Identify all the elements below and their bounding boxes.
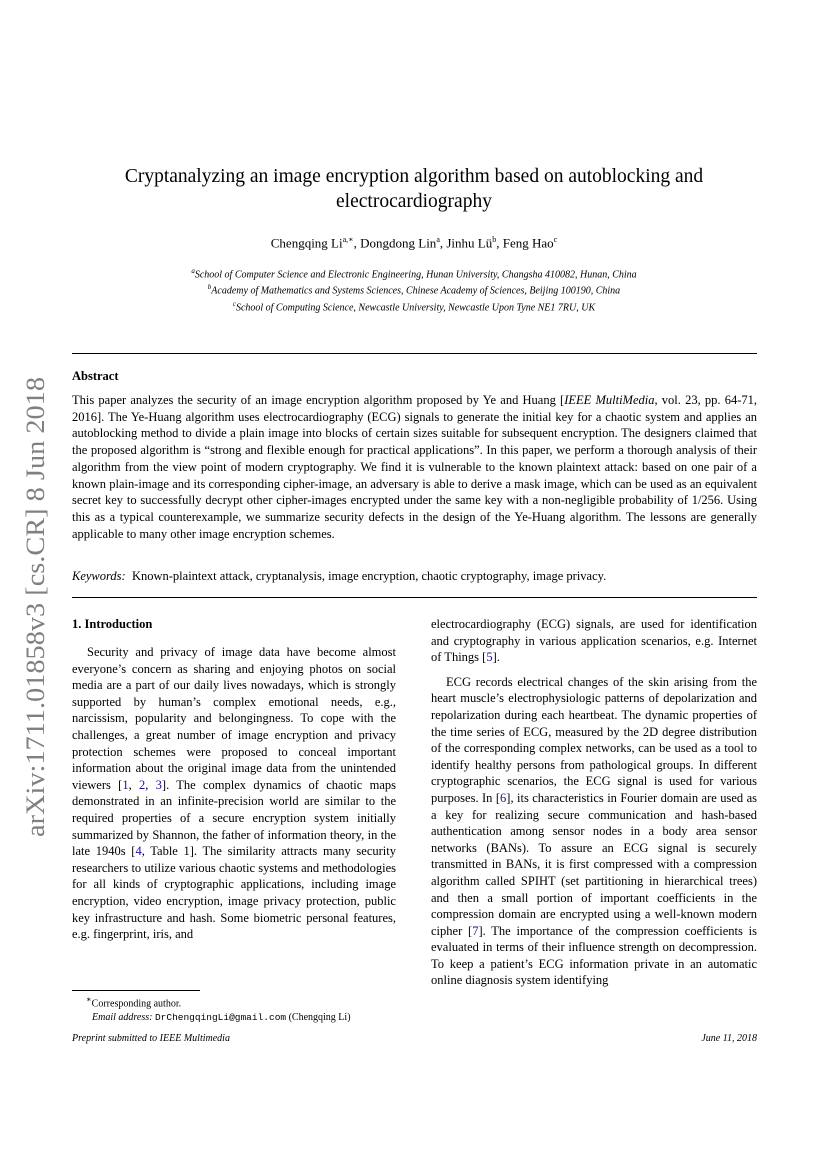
citation-link[interactable]: 1 [122,777,129,792]
divider-bottom [72,597,757,598]
keywords-text: Known-plaintext attack, cryptanalysis, image encryption, chaotic cryptography, image privacy. [131,569,607,583]
intro-column-right [431,616,757,989]
text-run: , Table 1]. The similarity attracts many security researchers to utilize various chaotic systems and methodologies for all kinds of cryptographic applications, including image encryption, video encryption, image privacy protection, public key infrastructure and hash. Some biometric personal features, e.g. fingerprint, iris, and [72,844,396,942]
citation-link[interactable]: 4 [135,844,142,859]
text-run: ]. [492,650,500,665]
footnote-rule [72,990,200,991]
paper-title [80,164,748,214]
keywords-label: Keywords: [72,569,126,583]
footnote-email [72,1011,402,1025]
author-affil-mark: b [492,235,497,244]
title-line-1: Cryptanalyzing an image encryption algorithm based on autoblocking and [124,166,704,187]
citation-link[interactable]: 2 [139,777,146,792]
author-name: Dongdong Lin [360,235,437,251]
footer-preprint-note: Preprint submitted to IEEE Multimedia [72,1033,230,1044]
paragraph [431,674,757,989]
abstract-heading: Abstract [72,369,119,383]
text-run: ECG records electrical changes of the skin arising from the heart muscle’s electrophysiologic patterns of depolarization and repolarization during each heartbeat. The dynamic properties of the time series of ECG, measured by the 2D degree distribution of the corresponding complex networks, can be used as a tool to identify healthy persons from pathological groups. In different cryptographic scenarios, the ECG signal is used for various purposes. In [ [431,674,757,805]
author-affil-mark: a [436,235,440,244]
abstract-text [72,392,757,542]
text-run: electrocardiography (ECG) signals, are used for identification and cryptography in various application scenarios, e.g. Internet of Things [ [431,617,757,665]
title-line-2: electrocardiography [336,191,492,212]
keywords-line [72,569,757,584]
email-owner: (Chengqing Li) [288,1012,351,1024]
text-run: , [128,777,139,792]
author-name: Jinhu Lü [446,235,493,251]
arxiv-stamp-svg [8,372,58,842]
paragraph [431,616,757,666]
footnote-text: Corresponding author. [91,998,182,1010]
text-run: Security and privacy of image data have become almost everyone’s concern as sharing and enjoying photos on social media are a part of our daily lives nowadays, which is strongly supported by human’s complex emotional needs, e.g., narcissism, popularity and belongingness. To cope with the challenges, a great number of image encryption and privacy protection schemes were proposed to conceal important information about the original image data from the unintended viewers [ [72,645,396,792]
footer-date: June 11, 2018 [701,1033,757,1044]
paragraph [72,644,396,943]
footnote-corresponding [72,993,402,1011]
citation-link[interactable]: 5 [486,650,493,665]
text-run: ], its characteristics in Fourier domain are used as a key for realizing secure communication and hash-based authentication among sensor nodes in a body area sensor networks (BANs). To assure an ECG signal is securely transmitted in BANs, it is first compressed with a compression algorithm called SPIHT (set partitioning in hierarchical trees) and then a small portion of important coefficients in the compression domain are encrypted using a well-known modern cipher [ [431,790,757,938]
arxiv-identifier-stamp [8,372,58,842]
footnote [72,993,402,1025]
arxiv-stamp-text: arXiv:1711.01858v3 [cs.CR] 8 Jun 2018 [21,414,50,837]
intro-column-left [72,632,396,943]
abstract-part: This paper analyzes the security of an image encryption algorithm proposed by Ye and Huang [ [72,393,565,407]
affiliation-mark: b [207,283,212,292]
affiliation-text: School of Computing Science, Newcastle University, Newcastle Upon Tyne NE1 7RU, UK [235,301,596,313]
author-name: Feng Hao [502,235,554,251]
text-run: ]. The importance of the compression coefficients is evaluated in terms of their influence strength on decompression. To keep a patient’s ECG information private in an automatic online diagnosis system identifying [431,923,757,988]
author-name: Chengqing Li [270,235,343,251]
email-label: Email address: [92,1012,153,1024]
text-run: ]. The complex dynamics of chaotic maps demonstrated in an infinite-precision world are similar to the required properties of a secure encryption system initially summarized by Shannon, the father of information theory, in the late 1940s [ [72,777,396,859]
citation-link[interactable]: 6 [500,790,507,805]
email-address[interactable]: DrChengqingLi@gmail.com [154,1012,287,1024]
citation-link[interactable]: 3 [155,777,162,792]
author-affil-mark: c [553,235,558,244]
affiliation [80,265,748,281]
text-run: , [145,777,156,792]
affiliation-text: School of Computer Science and Electronic Engineering, Hunan University, Changsha 410082, Hunan, China [194,269,637,281]
abstract-part: , vol. 23, pp. 64-71, 2016]. The Ye-Huang algorithm uses electrocardiography (ECG) signals to generate the initial key for a chaotic system and applies an autoblocking method to divide a plain image into blocks of certain sizes suitable for subsequent encryption. The designers claimed that the proposed algorithm is “strong and flexible enough for practical applications”. In this paper, we perform a thorough analysis of their algorithm from the view point of modern cryptography. We find it is vulnerable to the known plaintext attack: based on one pair of a known plain-image and its corresponding cipher-image, an adversary is able to derive a mask image, which can be used as an equivalent secret key to successfully decrypt other cipher-images encrypted under the same key with a non-negligible probability of 1/256. Using this as a typical counterexample, we summarize security defects in the design of the Ye-Huang algorithm. The lessons are generally applicable to many other image encryption schemes. [72,393,757,541]
affiliation-mark: c [232,299,236,308]
author-list: Chengqing $Li^{a,∗}$, Dongdong Lin$^a$, Jinhu $Lü^b$, Feng Hao$^c$ [270,235,558,251]
affiliation-list [80,265,748,314]
affiliation [80,281,748,297]
affiliation-text: Academy of Mathematics and Systems Sciences, Chinese Academy of Sciences, Beijing 100190, China [211,285,621,297]
author-affil-mark: a,∗ [342,235,354,244]
section-heading-introduction: 1. Introduction [72,617,153,631]
abstract-venue: IEEE MultiMedia [564,393,655,407]
divider-top [72,353,757,354]
affiliation [80,298,748,314]
affiliation-mark: a [191,267,195,275]
footnote-mark: ∗ [86,995,92,1004]
citation-link[interactable]: 7 [472,923,479,938]
